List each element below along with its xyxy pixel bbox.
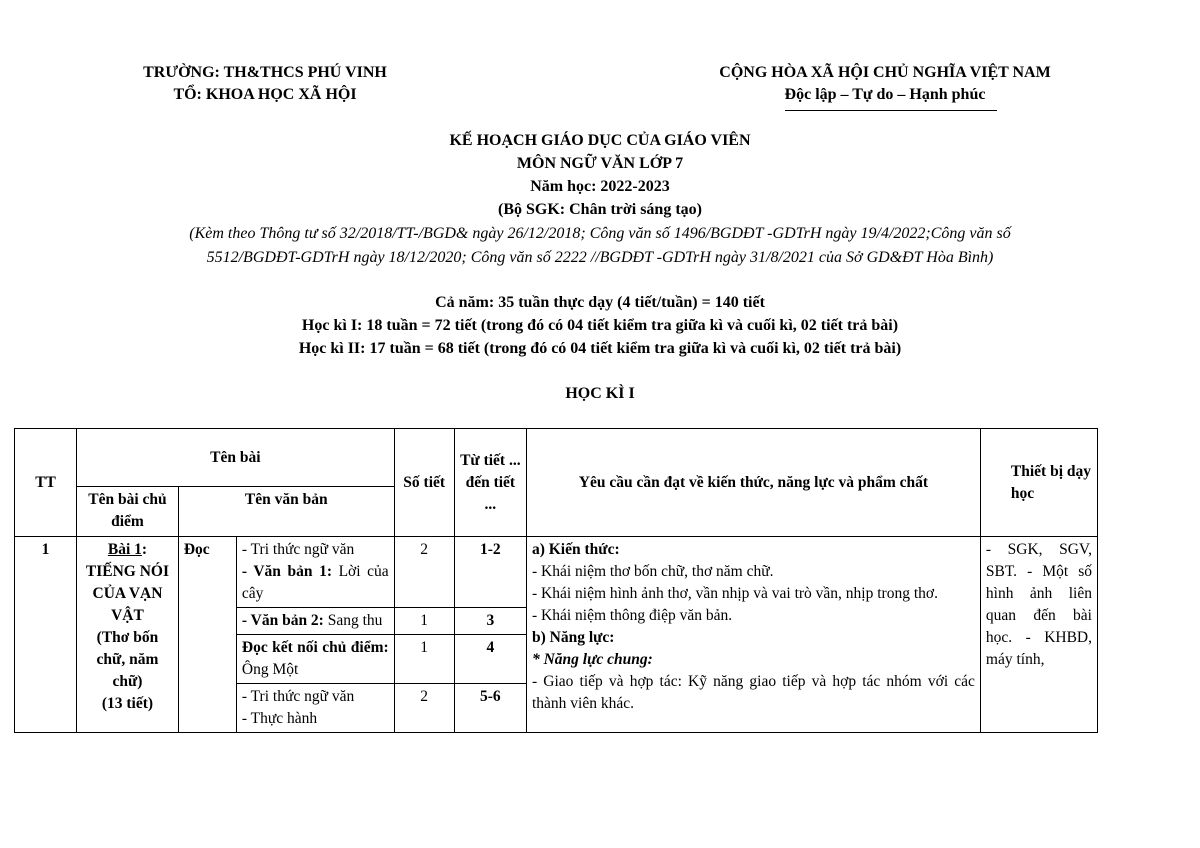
doc-note-line1: (Kèm theo Thông tư số 32/2018/TT-/BGD& ngày 26/12/2018; Công văn số 1496/BGDĐT -GDTrH ngày 19/4/2022;Công văn số — [189, 225, 1011, 242]
subrow-3-tu-tiet: 4 — [454, 635, 526, 684]
col-ten-bai: Tên bài — [77, 429, 395, 487]
col-van-ban: Tên văn bản — [178, 487, 394, 537]
subrow-3-text: Đọc kết nối chủ điểm: Ông Một — [236, 635, 394, 684]
doc-subject: MÔN NGỮ VĂN LỚP 7 — [516, 155, 684, 172]
row-thiet-bi: - SGK, SGV, SBT. - Một số hình ảnh liên quan đến bài học. - KHBD, máy tính, — [980, 537, 1097, 733]
doc-year: Năm học: 2022-2023 — [530, 178, 670, 195]
semester1-summary: Học kì I: 18 tuần = 72 tiết (trong đó có 04 tiết kiểm tra giữa kì và cuối kì, 02 tiết trả bài) — [301, 317, 899, 334]
subrow-1-tu-tiet: 1-2 — [454, 537, 526, 608]
col-thiet-bi: Thiết bị dạy học — [980, 429, 1097, 537]
semester2-summary: Học kì II: 17 tuần = 68 tiết (trong đó có 04 tiết kiểm tra giữa kì và cuối kì, 02 tiết trả bài) — [298, 340, 902, 357]
col-yeu-cau: Yêu cầu cần đạt về kiến thức, năng lực và phẩm chất — [526, 429, 980, 537]
school-name: TRƯỜNG: TH&THCS PHÚ VINH — [143, 64, 387, 81]
subrow-1-so-tiet: 2 — [394, 537, 454, 608]
subrow-3-so-tiet: 1 — [394, 635, 454, 684]
col-chu-diem: Tên bài chủ điểm — [77, 487, 179, 537]
lesson-theme: TIẾNG NÓI CỦA VẠN VẬT — [85, 563, 170, 624]
lesson-genre: (Thơ bốn chữ, năm chữ) — [96, 629, 159, 690]
header-row — [15, 429, 1098, 487]
section-title: HỌC KÌ I — [565, 385, 635, 402]
subrow-4-tu-tiet: 5-6 — [454, 684, 526, 733]
motto-underline — [785, 110, 997, 111]
lesson-number: Bài 1 — [107, 541, 142, 558]
doc-note-line2: 5512/BGDĐT-GDTrH ngày 18/12/2020; Công văn số 2222 //BGDĐT -GDTrH ngày 31/8/2021 của Sở GD&ĐT Hòa Bình) — [206, 249, 994, 266]
row-doc: Đọc — [178, 537, 236, 733]
department-name: TỔ: KHOA HỌC XÃ HỘI — [173, 86, 357, 103]
row-yeu-cau: a) Kiến thức: - Khái niệm thơ bốn chữ, thơ năm chữ. - Khái niệm hình ảnh thơ, vần nhịp và vai trò vần, nhịp trong thơ. - Khái niệm thông điệp văn bản. b) Năng lực: * Năng lực chung: - Giao tiếp và hợp tác: Kỹ năng giao tiếp và hợp tác nhóm với các thành viên khác. — [526, 537, 980, 733]
year-total: Cả năm: 35 tuần thực dạy (4 tiết/tuần) = 140 tiết — [435, 294, 765, 311]
subrow-2-text: - Văn bản 2: Sang thu — [236, 608, 394, 635]
subrow-4-text: - Tri thức ngữ văn - Thực hành — [236, 684, 394, 733]
table-row — [15, 537, 1098, 608]
col-tt: TT — [15, 429, 77, 537]
row-tt: 1 — [15, 537, 77, 733]
nation-header — [660, 62, 1110, 106]
doc-book: (Bộ SGK: Chân trời sáng tạo) — [498, 201, 702, 218]
subrow-2-tu-tiet: 3 — [454, 608, 526, 635]
col-so-tiet: Số tiết — [394, 429, 454, 537]
doc-title: KẾ HOẠCH GIÁO DỤC CỦA GIÁO VIÊN — [449, 132, 751, 149]
school-header — [95, 62, 435, 106]
subrow-1-text: - Tri thức ngữ văn - Văn bản 1: Lời của cây — [236, 537, 394, 608]
plan-table — [14, 428, 1098, 733]
lesson-periods: (13 tiết) — [101, 695, 154, 712]
row-chu-diem — [77, 537, 179, 733]
subrow-2-so-tiet: 1 — [394, 608, 454, 635]
nation-name: CỘNG HÒA XÃ HỘI CHỦ NGHĨA VIỆT NAM — [719, 64, 1051, 81]
col-tu-tiet: Từ tiết ... đến tiết ... — [454, 429, 526, 537]
lesson-colon: : — [141, 541, 148, 558]
subrow-4-so-tiet: 2 — [394, 684, 454, 733]
motto: Độc lập – Tự do – Hạnh phúc — [784, 86, 986, 103]
